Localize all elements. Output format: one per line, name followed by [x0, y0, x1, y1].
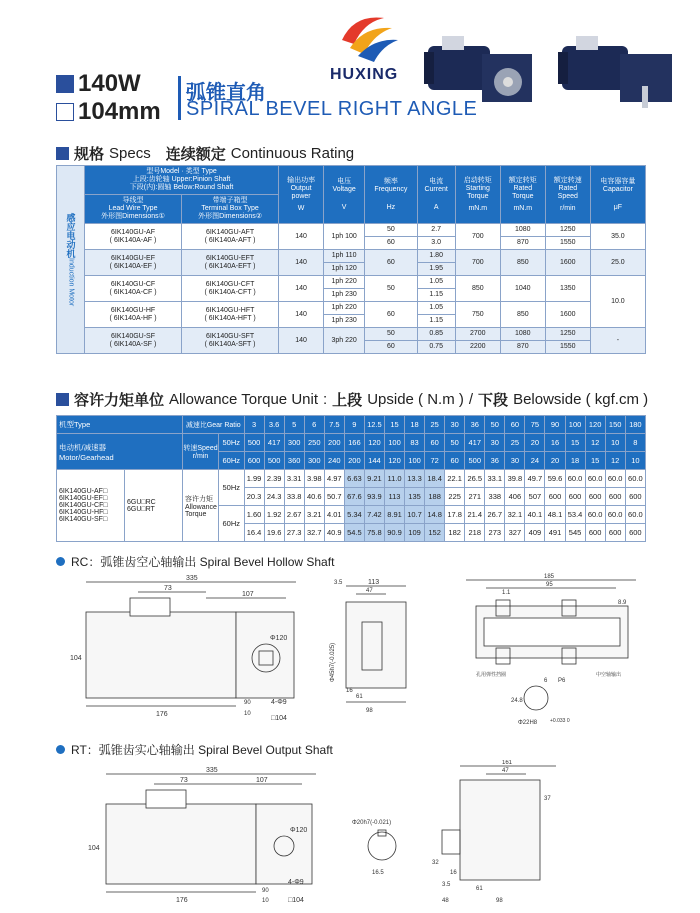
spec-header-rated-torque: 额定转矩 Rated Torque mN.m: [500, 166, 545, 224]
down60-cell: 409: [525, 524, 545, 542]
ratios-cell: 25: [425, 416, 445, 434]
up60-cell: 7.42: [364, 506, 384, 524]
svg-text:1.1: 1.1: [502, 590, 511, 596]
up50-cell: 39.8: [505, 470, 525, 488]
down60-cell: 75.8: [364, 524, 384, 542]
speed50-cell: 12: [585, 434, 605, 452]
up60-cell: 60.0: [605, 506, 625, 524]
down50-cell: 113: [384, 488, 404, 506]
ratios-cell: 3.6: [264, 416, 284, 434]
up60-cell: 26.7: [485, 506, 505, 524]
svg-text:335: 335: [206, 767, 218, 774]
bullet-icon: [56, 557, 65, 566]
svg-text:73: 73: [164, 585, 172, 592]
svg-text:161: 161: [502, 760, 513, 766]
down50-cell: 507: [525, 488, 545, 506]
svg-text:24.8: 24.8: [511, 698, 523, 704]
svg-text:Φ22H8: Φ22H8: [518, 720, 538, 726]
speed50-cell: 250: [304, 434, 324, 452]
down50-cell: 67.6: [344, 488, 364, 506]
spec-row-sf: 6IK140GU-SF ( 6IK140A-SF ) 6IK140GU-SFT ( 6IK140A-SFT ) 140 3ph 220 50 0.85 2700 1080 1250 -: [57, 328, 646, 341]
svg-text:90: 90: [244, 700, 251, 706]
svg-text:47: 47: [366, 588, 373, 594]
down50-cell: 24.3: [264, 488, 284, 506]
up50-cell: 13.3: [405, 470, 425, 488]
spec-header-output: 输出功率 Output power W: [279, 166, 324, 224]
down50-cell: 20.3: [244, 488, 264, 506]
svg-text:107: 107: [256, 777, 268, 784]
speed50-cell: 25: [505, 434, 525, 452]
spec-header-capacitor: 电容器容量 Capacitor μF: [590, 166, 645, 224]
ratios-cell: 75: [525, 416, 545, 434]
svg-text:61: 61: [356, 694, 363, 700]
svg-text:61: 61: [476, 886, 483, 892]
ratios-cell: 30: [445, 416, 465, 434]
spec-header-rated-speed: 额定转速 Rated Speed r/min: [545, 166, 590, 224]
rt-front-view: [88, 767, 316, 904]
up60-cell: 3.21: [304, 506, 324, 524]
svg-text:10: 10: [262, 898, 269, 904]
up50-cell: 60.0: [625, 470, 645, 488]
rt-side-view: [432, 760, 556, 904]
up60-cell: 8.91: [384, 506, 404, 524]
ratios-cell: 150: [605, 416, 625, 434]
down50-cell: 600: [545, 488, 565, 506]
speed50-cell: 100: [384, 434, 404, 452]
up60-cell: 1.92: [264, 506, 284, 524]
down50-cell: 93.9: [364, 488, 384, 506]
up50-cell: 3.31: [284, 470, 304, 488]
svg-text:90: 90: [262, 888, 269, 894]
specs-heading: 规格 Specs 连续额定 Continuous Rating: [56, 143, 354, 164]
svg-text:6: 6: [544, 678, 548, 684]
ratios-cell: 36: [465, 416, 485, 434]
speed50-cell: 200: [324, 434, 344, 452]
down50-cell: 188: [425, 488, 445, 506]
huxing-logo: [334, 10, 404, 66]
svg-text:104: 104: [70, 655, 82, 662]
spec-row-cf: 6IK140GU-CF ( 6IK140A-CF ) 6IK140GU-CFT ( 6IK140A-CFT ) 140 1ph 220 50 1.05 850 1040 1350 10.0: [57, 276, 646, 289]
svg-text:孔用弹性挡圈: 孔用弹性挡圈: [476, 672, 507, 678]
down60-cell: 32.7: [304, 524, 324, 542]
up60-cell: 60.0: [585, 506, 605, 524]
down60-cell: 218: [465, 524, 485, 542]
ratios-cell: 60: [505, 416, 525, 434]
ratios-cell: 18: [405, 416, 425, 434]
spec-header-model: 型号Model · 类型 Type 上段:齿轮轴 Upper:Pinion Shaft 下段(内):圆轴 Below:Round Shaft: [85, 166, 279, 195]
up50-cell: 33.1: [485, 470, 505, 488]
up60-cell: 48.1: [545, 506, 565, 524]
up60-cell: 4.01: [324, 506, 344, 524]
ratios-cell: 15: [384, 416, 404, 434]
speed60-cell: 200: [344, 452, 364, 470]
up50-cell: 60.0: [585, 470, 605, 488]
svg-text:Φ120: Φ120: [290, 827, 308, 834]
up50-cell: 59.6: [545, 470, 565, 488]
down50-cell: 406: [505, 488, 525, 506]
empty-square-icon: [56, 103, 74, 121]
speed50-cell: 16: [545, 434, 565, 452]
brand-name: HUXING: [330, 66, 399, 83]
svg-text:37: 37: [544, 796, 551, 802]
down60-cell: 109: [405, 524, 425, 542]
speed50-cell: 8: [625, 434, 645, 452]
spec-row-ef: 6IK140GU-EF ( 6IK140A-EF ) 6IK140GU-EFT ( 6IK140A-EFT ) 140 1ph 110 60 1.80 700 850 1600 25.0: [57, 250, 646, 263]
up50-cell: 60.0: [565, 470, 585, 488]
speed60-cell: 30: [505, 452, 525, 470]
svg-text:□104: □104: [288, 897, 304, 904]
rc-heading: RC：弧锥齿空心轴输出 Spiral Bevel Hollow Shaft: [56, 553, 334, 570]
rc-section-view: [466, 574, 636, 726]
up60-cell: 32.1: [505, 506, 525, 524]
svg-text:73: 73: [180, 777, 188, 784]
up50-cell: 18.4: [425, 470, 445, 488]
allowance-table: 机型Type 减速比Gear Ratio 3 3.6 5 6 7.5 9 12.5 15 18 25 30 36 50 60 75 90 100 120 150 180 电动机/减速器 Motor/Gearhead 转速Speed r/min 50Hz 500 417 300 250 200 166 120 100 83 60 50 417 30 25 20 16 15 12 10 8 60Hz 600 500 360 300 240 200 144 120 100 72 60 500 36 30 24 20 18 15 12 10 6IK140GU-AF□ 6IK140GU-EF□ 6IK140GU-CF□ 6IK140GU-HF□ 6IK140GU-SF□ 6GU□RC 6GU□RT 容许力矩 Allowance Torque 50Hz 1.99 2.39 3.31 3.98 4.97 6.63 9.21 11.0 13.3 18.4 22.1 26.5 33.1 39.8 49.7 59.6 60.0 60.0 60.0 60.0 20.3 24.3 33.8 40.6 50.7 67.6 93.9 113 135 188 225 271 338 406 507 600 600 600 600 600 60Hz 1.60 1.92 2.67 3.21 4.01 5.34 7.42 8.91 10.7 14.8 17.8 21.4 26.7 32.1 40.1 48.1 53.4 60.0 60.0 60.0 16.4 19.6 27.3 32.7 40.9 54.5 75.8 90.9 109 152 182 218 273 327 409 491 545 600 600 600: [56, 415, 646, 542]
spec-header-frequency: 频率 Frequency Hz: [365, 166, 417, 224]
down50-cell: 338: [485, 488, 505, 506]
spec-side-label: 感应电动机 Induction Motor: [57, 166, 85, 354]
filled-square-icon: [56, 393, 69, 406]
speed50-cell: 30: [485, 434, 505, 452]
svg-text:16.5: 16.5: [372, 870, 384, 876]
down60-cell: 600: [625, 524, 645, 542]
down60-cell: 327: [505, 524, 525, 542]
svg-text:98: 98: [496, 898, 503, 904]
down60-cell: 19.6: [264, 524, 284, 542]
speed60-cell: 60: [445, 452, 465, 470]
up60-cell: 60.0: [625, 506, 645, 524]
rc-side-view: [330, 579, 406, 714]
svg-text:Φ45h7(-0.025): Φ45h7(-0.025): [330, 642, 336, 682]
speed60-cell: 12: [605, 452, 625, 470]
down60-cell: 182: [445, 524, 465, 542]
rc-front-view: [70, 575, 296, 722]
speed50-cell: 120: [364, 434, 384, 452]
up50-cell: 60.0: [605, 470, 625, 488]
down60-cell: 491: [545, 524, 565, 542]
svg-text:4-Φ9: 4-Φ9: [271, 699, 287, 706]
svg-text:8.9: 8.9: [618, 600, 627, 606]
motor-photo-2: [556, 30, 682, 112]
svg-text:4-Φ9: 4-Φ9: [288, 879, 304, 886]
filled-square-icon: [56, 75, 74, 93]
up50-cell: 9.21: [364, 470, 384, 488]
spec-row-hf: 6IK140GU-HF ( 6IK140A-HF ) 6IK140GU-HFT ( 6IK140A-HFT ) 140 1ph 220 60 1.05 750 850 1600: [57, 302, 646, 315]
motor-photo-1: [422, 30, 542, 112]
spec-header-starting: 启动转矩 Starting Torque mN.m: [455, 166, 500, 224]
svg-text:32: 32: [432, 860, 439, 866]
speed60-cell: 600: [244, 452, 264, 470]
up50-cell: 2.39: [264, 470, 284, 488]
down60-cell: 16.4: [244, 524, 264, 542]
svg-text:176: 176: [156, 711, 168, 718]
power-rating: 140W: [56, 70, 141, 98]
header: [0, 0, 700, 140]
ratios-cell: 50: [485, 416, 505, 434]
down50-cell: 135: [405, 488, 425, 506]
svg-text:10: 10: [244, 711, 251, 717]
svg-text:104: 104: [88, 845, 100, 852]
speed60-cell: 500: [264, 452, 284, 470]
svg-text:47: 47: [502, 768, 509, 774]
svg-text:176: 176: [176, 897, 188, 904]
ratios-cell: 5: [284, 416, 304, 434]
spec-row-af: 6IK140GU-AF ( 6IK140A-AF ) 6IK140GU-AFT ( 6IK140A-AFT ) 140 1ph 100 50 2.7 700 1080 1250 35.0: [57, 224, 646, 237]
up60-cell: 53.4: [565, 506, 585, 524]
up50-cell: 1.99: [244, 470, 264, 488]
up60-cell: 10.7: [405, 506, 425, 524]
ratios-cell: 6: [304, 416, 324, 434]
bullet-icon: [56, 745, 65, 754]
speed60-cell: 100: [405, 452, 425, 470]
frame-size: 104mm: [56, 98, 161, 126]
down50-cell: 600: [625, 488, 645, 506]
speed50-cell: 300: [284, 434, 304, 452]
down50-cell: 50.7: [324, 488, 344, 506]
up50-cell: 11.0: [384, 470, 404, 488]
speed60-cell: 72: [425, 452, 445, 470]
up60-cell: 40.1: [525, 506, 545, 524]
title-cn: 弧锥直角: [186, 80, 266, 104]
down50-cell: 271: [465, 488, 485, 506]
speed60-cell: 500: [465, 452, 485, 470]
up60-cell: 17.8: [445, 506, 465, 524]
up60-cell: 14.8: [425, 506, 445, 524]
allowance-heading: 容许力矩单位 Allowance Torque Unit : 上段 Upside ( N.m ) / 下段 Belowside ( kgf.cm ): [56, 389, 648, 410]
up60-cell: 2.67: [284, 506, 304, 524]
speed60-cell: 120: [384, 452, 404, 470]
speed60-cell: 20: [545, 452, 565, 470]
down50-cell: 600: [605, 488, 625, 506]
down60-cell: 600: [585, 524, 605, 542]
svg-text:Φ120: Φ120: [270, 635, 288, 642]
down60-cell: 273: [485, 524, 505, 542]
svg-text:107: 107: [242, 591, 254, 598]
rt-drawings: [56, 760, 656, 910]
svg-text:16: 16: [450, 870, 457, 876]
svg-text:113: 113: [368, 579, 380, 586]
svg-text:+0.033 0: +0.033 0: [550, 718, 570, 724]
down60-cell: 90.9: [384, 524, 404, 542]
speed60-cell: 18: [565, 452, 585, 470]
rt-shaft-view: [352, 820, 396, 876]
down50-cell: 225: [445, 488, 465, 506]
speed50-cell: 417: [465, 434, 485, 452]
speed50-cell: 166: [344, 434, 364, 452]
ratios-cell: 100: [565, 416, 585, 434]
filled-square-icon: [56, 147, 69, 160]
ratios-cell: 120: [585, 416, 605, 434]
ratios-cell: 3: [244, 416, 264, 434]
spec-header-terminal: 带端子箱型 Terminal Box Type 外形图Dimensions②: [182, 195, 279, 224]
rt-heading: RT：弧锥齿实心轴输出 Spiral Bevel Output Shaft: [56, 741, 333, 758]
down60-cell: 40.9: [324, 524, 344, 542]
up50-cell: 6.63: [344, 470, 364, 488]
svg-text:185: 185: [544, 574, 555, 580]
up50-cell: 3.98: [304, 470, 324, 488]
up50-cell: 49.7: [525, 470, 545, 488]
svg-text:3.5: 3.5: [334, 580, 343, 586]
speed50-cell: 500: [244, 434, 264, 452]
svg-text:3.5: 3.5: [442, 882, 451, 888]
svg-text:P6: P6: [558, 678, 566, 684]
svg-text:95: 95: [546, 582, 553, 588]
speed60-cell: 36: [485, 452, 505, 470]
speed50-cell: 50: [445, 434, 465, 452]
svg-text:16: 16: [346, 688, 353, 694]
down60-cell: 27.3: [284, 524, 304, 542]
svg-text:98: 98: [366, 708, 373, 714]
speed60-cell: 360: [284, 452, 304, 470]
svg-text:Φ20h7(-0.021): Φ20h7(-0.021): [352, 820, 392, 826]
ratios-cell: 7.5: [324, 416, 344, 434]
svg-text:48: 48: [442, 898, 449, 904]
down50-cell: 600: [565, 488, 585, 506]
up50-cell: 26.5: [465, 470, 485, 488]
up60-cell: 5.34: [344, 506, 364, 524]
down50-cell: 600: [585, 488, 605, 506]
speed50-cell: 417: [264, 434, 284, 452]
up60-cell: 1.60: [244, 506, 264, 524]
title-en: SPIRAL BEVEL RIGHT ANGLE: [186, 98, 478, 120]
up50-cell: 4.97: [324, 470, 344, 488]
up60-cell: 21.4: [465, 506, 485, 524]
speed60-cell: 15: [585, 452, 605, 470]
down50-cell: 33.8: [284, 488, 304, 506]
spec-header-lead: 导线型 Lead Wire Type 外形图Dimensions①: [85, 195, 182, 224]
svg-text:□104: □104: [271, 715, 287, 722]
down60-cell: 600: [605, 524, 625, 542]
down60-cell: 152: [425, 524, 445, 542]
speed60-cell: 144: [364, 452, 384, 470]
up50-cell: 22.1: [445, 470, 465, 488]
speed50-cell: 20: [525, 434, 545, 452]
svg-text:335: 335: [186, 575, 198, 582]
speed60-cell: 240: [324, 452, 344, 470]
ratios-cell: 9: [344, 416, 364, 434]
ratios-cell: 12.5: [364, 416, 384, 434]
rc-drawings: [56, 572, 656, 732]
ratios-cell: 90: [545, 416, 565, 434]
down50-cell: 40.6: [304, 488, 324, 506]
down60-cell: 54.5: [344, 524, 364, 542]
ratios-cell: 180: [625, 416, 645, 434]
spec-header-current: 电流 Current A: [417, 166, 455, 224]
speed60-cell: 10: [625, 452, 645, 470]
speed60-cell: 24: [525, 452, 545, 470]
down60-cell: 545: [565, 524, 585, 542]
speed50-cell: 10: [605, 434, 625, 452]
spec-table: 感应电动机 Induction Motor 型号Model · 类型 Type 上段:齿轮轴 Upper:Pinion Shaft 下段(内):圆轴 Below:Round Shaft 输出功率 Output power W 电压 Voltage V 频率 Frequency Hz 电流 Current A 启动转矩 Starting Torque mN.m 额定转矩 Rated Torque mN.m 额定转速 Rated Speed r/min 电容器容量 Capacitor μF 导线型 Lead Wire Type 外形图Dimensions① 带端子箱型 Terminal Box Type 外形图Dimensions② 6IK140GU-AF ( 6IK140A-AF ) 6IK140GU-AFT ( 6IK140A-AFT ) 140 1ph 100 50 2.7 700 1080 1250 35.0 60 3.0 870 1550 6IK140GU-EF ( 6IK140A-EF ) 6IK140GU-EFT ( 6IK140A-EFT ) 140 1ph 110 60 1.80 700 850 1600 25.0 1ph 120 1.95 6IK140GU-CF ( 6IK140A-CF ) 6IK140GU-CFT ( 6IK140A-CFT ) 140 1ph 220 50 1.05 850 1040 1350 10.0 1ph 230 1.15 6IK140GU-HF ( 6IK140A-HF ) 6IK140GU-HFT ( 6IK140A-HFT ) 140 1ph 220 60 1.05 750 850 1600 1ph 230 1.15 6IK140GU-SF ( 6IK140A-SF ) 6IK140GU-SFT ( 6IK140A-SFT ) 140 3ph 220 50 0.85 2700 1080 1250 - 60 0.75 2200 870 1550: [56, 165, 646, 354]
speed50-cell: 60: [425, 434, 445, 452]
speed50-cell: 83: [405, 434, 425, 452]
spec-header-voltage: 电压 Voltage V: [324, 166, 365, 224]
svg-text:中空轴输出: 中空轴输出: [596, 672, 622, 678]
speed60-cell: 300: [304, 452, 324, 470]
title-divider: [178, 76, 181, 120]
speed50-cell: 15: [565, 434, 585, 452]
